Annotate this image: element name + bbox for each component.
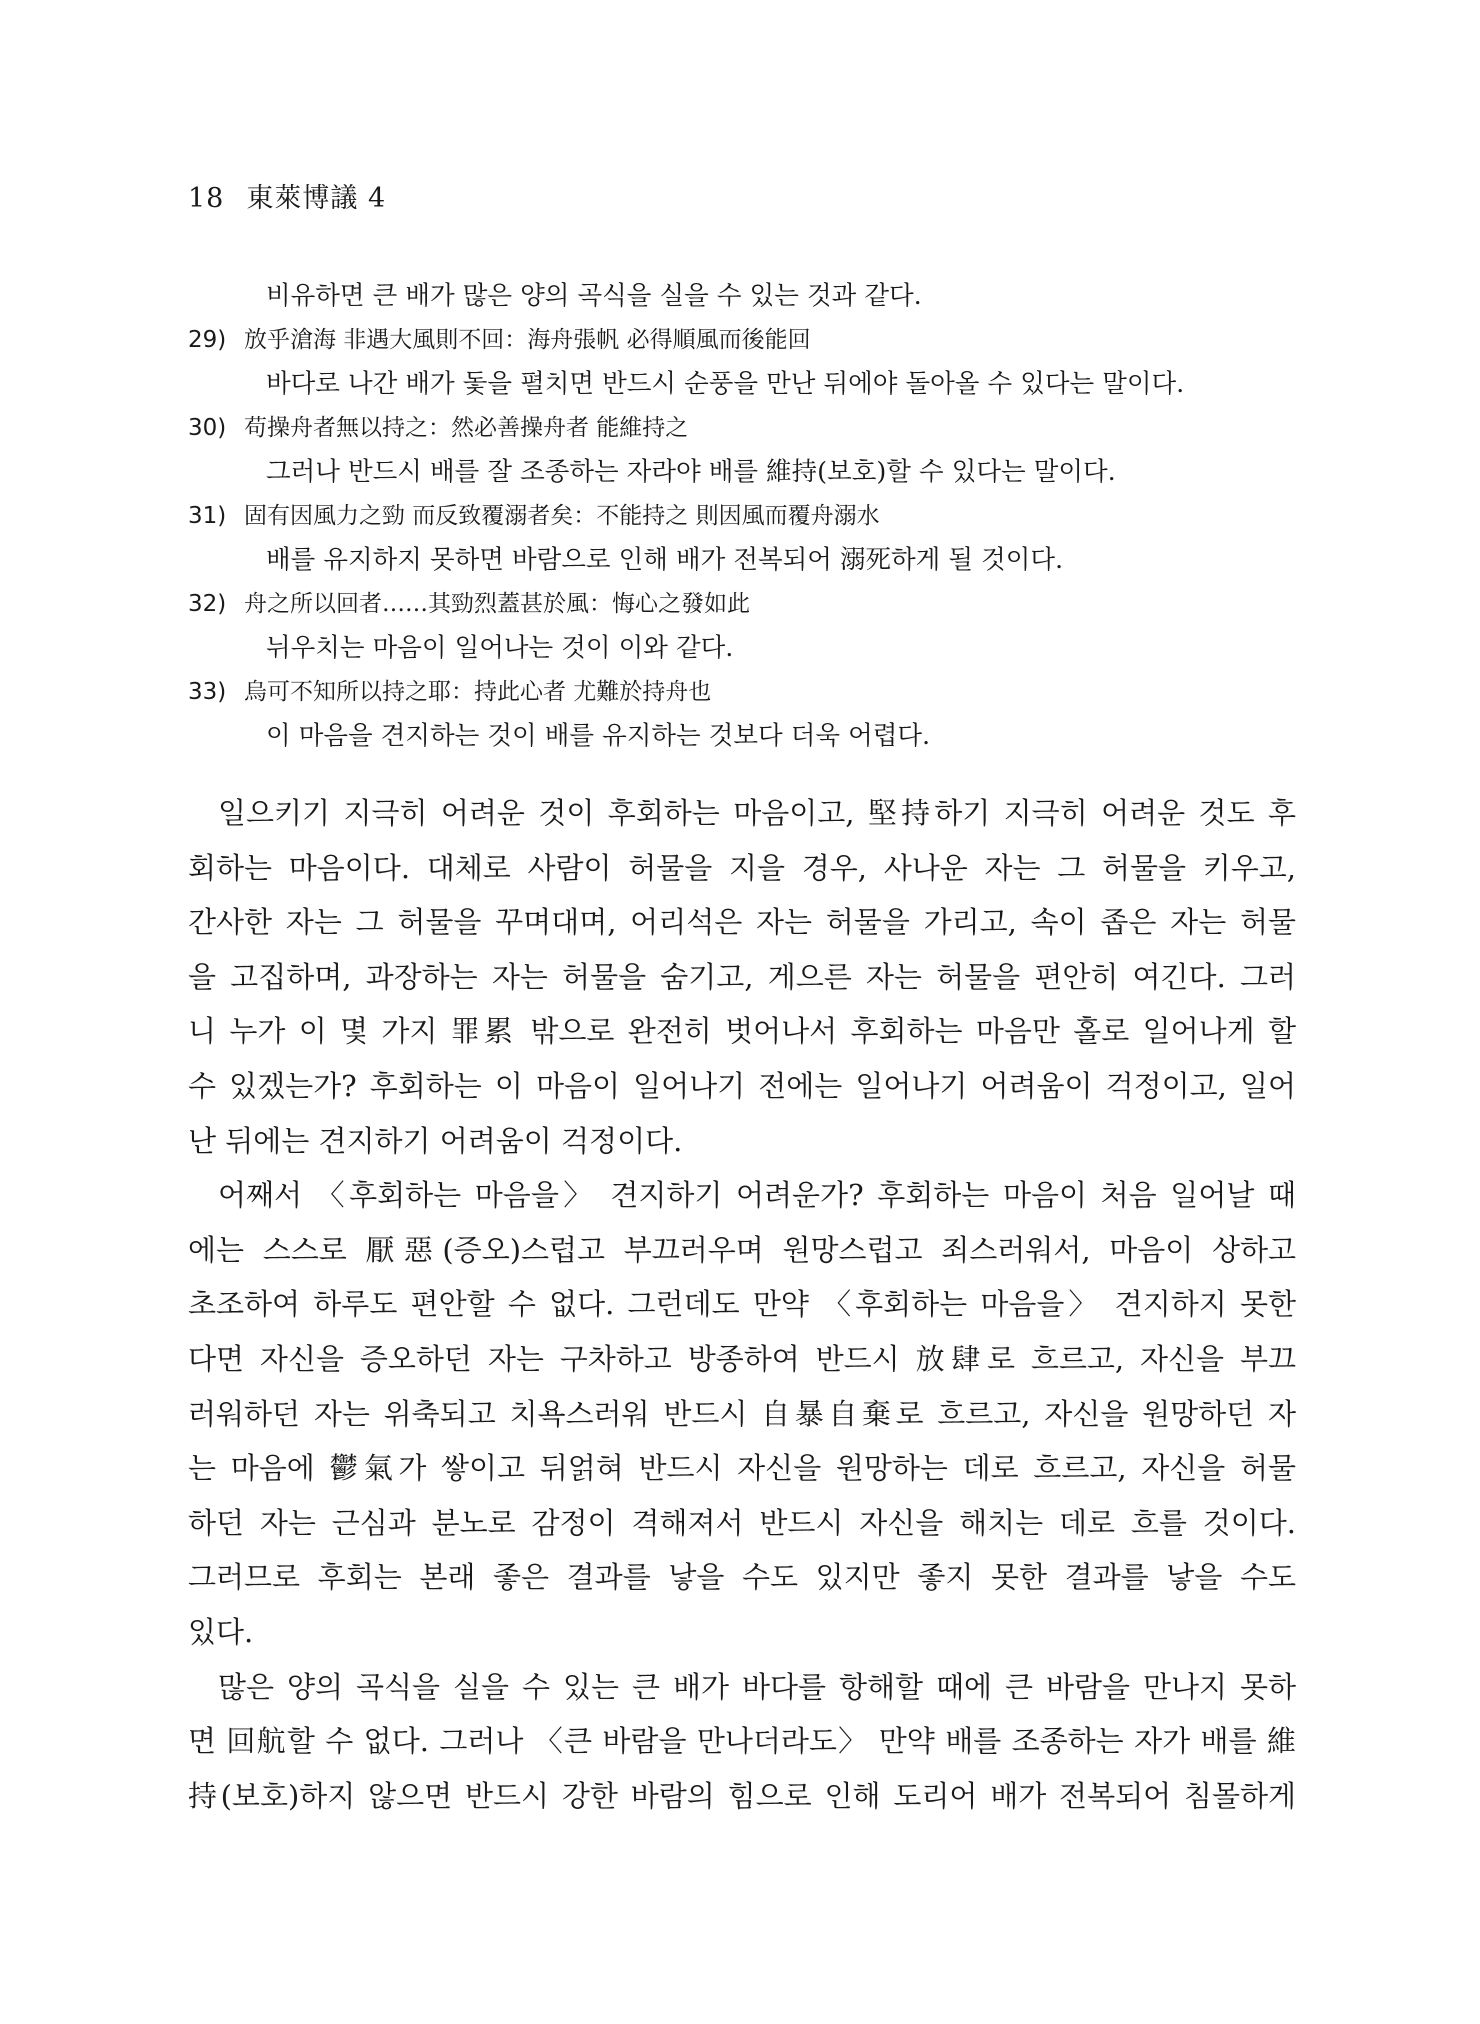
footnote-heading <box>188 670 1308 714</box>
footnote-quote: 固有因風力之勁 而反致覆溺者矣：不能持之 則因風而覆舟溺水 <box>244 503 880 529</box>
footnote-translation: 그러나 반드시 배를 잘 조종하는 자라야 배를 維持(보호)할 수 있다는 말이다. <box>266 457 1116 487</box>
footnote-number: 30) <box>188 415 227 441</box>
book-title: 東萊博議 4 <box>246 183 387 214</box>
text-line: 니 누가 이 몇 가지 罪累 밖으로 완전히 벗어나서 후회하는 마음만 홀로 일어나게 할 <box>188 1014 1296 1049</box>
text-line: 는 마음에 鬱氣가 쌓이고 뒤얽혀 반드시 자신을 원망하는 데로 흐르고, 자신을 허물 <box>188 1451 1296 1486</box>
footnote-number: 31) <box>188 503 227 529</box>
footnote-quote: 苟操舟者無以持之：然必善操舟者 能維持之 <box>244 415 689 441</box>
text-line: 면 回航할 수 없다. 그러나 〈큰 바람을 만나더라도〉 만약 배를 조종하는 자가 배를 維 <box>188 1724 1296 1759</box>
footnotes-section <box>188 274 1308 758</box>
footnote-translation: 배를 유지하지 못하면 바람으로 인해 배가 전복되어 溺死하게 될 것이다. <box>266 545 1064 575</box>
footnote-translation: 비유하면 큰 배가 많은 양의 곡식을 실을 수 있는 것과 같다. <box>266 281 922 311</box>
footnote-quote: 放乎滄海 非遇大風則不回：海舟張帆 必得順風而後能回 <box>244 327 811 353</box>
footnote-heading <box>188 318 1308 362</box>
text-line: 그러므로 후회는 본래 좋은 결과를 낳을 수도 있지만 좋지 못한 결과를 낳을 수도 <box>188 1560 1296 1595</box>
text-line: 다면 자신을 증오하던 자는 구차하고 방종하여 반드시 放肆로 흐르고, 자신을 부끄 <box>188 1341 1296 1376</box>
text-line: 을 고집하며, 과장하는 자는 허물을 숨기고, 게으른 자는 허물을 편안히 여긴다. 그러 <box>188 959 1296 994</box>
main-text <box>188 786 1296 1823</box>
footnote-heading <box>188 582 1308 626</box>
text-line: 러워하던 자는 위축되고 치욕스러워 반드시 自暴自棄로 흐르고, 자신을 원망하던 자 <box>188 1396 1296 1431</box>
footnote-number: 29) <box>188 327 227 353</box>
running-header <box>188 176 386 215</box>
text-line: 많은 양의 곡식을 실을 수 있는 큰 배가 바다를 항해할 때에 큰 바람을 만나지 못하 <box>218 1669 1296 1704</box>
text-line: 난 뒤에는 견지하기 어려움이 걱정이다. <box>188 1123 683 1158</box>
text-line: 에는 스스로 厭惡(증오)스럽고 부끄러우며 원망스럽고 죄스러워서, 마음이 상하고 <box>188 1232 1296 1267</box>
text-line: 있다. <box>188 1614 254 1649</box>
text-line: 持(보호)하지 않으면 반드시 강한 바람의 힘으로 인해 도리어 배가 전복되어 침몰하게 <box>188 1778 1296 1813</box>
footnote-translation: 바다로 나간 배가 돛을 펼치면 반드시 순풍을 만난 뒤에야 돌아올 수 있다는 말이다. <box>266 369 1185 399</box>
text-line: 일으키기 지극히 어려운 것이 후회하는 마음이고, 堅持하기 지극히 어려운 것도 후 <box>218 796 1296 830</box>
text-line: 초조하여 하루도 편안할 수 없다. 그런데도 만약 〈후회하는 마음을〉 견지하지 못한 <box>188 1287 1296 1322</box>
text-line: 회하는 마음이다. 대체로 사람이 허물을 지을 경우, 사나운 자는 그 허물을 키우고, <box>188 850 1296 885</box>
footnote-translation: 뉘우치는 마음이 일어나는 것이 이와 같다. <box>266 633 734 663</box>
footnote-heading <box>188 494 1308 538</box>
footnote-translation: 이 마음을 견지하는 것이 배를 유지하는 것보다 더욱 어렵다. <box>266 721 931 751</box>
footnote-quote: 烏可不知所以持之耶：持此心者 尤難於持舟也 <box>244 679 712 705</box>
page-number: 18 <box>188 183 225 214</box>
text-line: 간사한 자는 그 허물을 꾸며대며, 어리석은 자는 허물을 가리고, 속이 좁은 자는 허물 <box>188 905 1296 940</box>
text-line: 하던 자는 근심과 분노로 감정이 격해져서 반드시 자신을 해치는 데로 흐를 것이다. <box>188 1505 1296 1540</box>
text-line: 어째서 〈후회하는 마음을〉 견지하기 어려운가? 후회하는 마음이 처음 일어날 때 <box>218 1178 1296 1213</box>
footnote-quote: 舟之所以回者……其勁烈蓋甚於風：悔心之發如此 <box>244 591 750 617</box>
text-line: 수 있겠는가? 후회하는 이 마음이 일어나기 전에는 일어나기 어려움이 걱정이고, 일어 <box>188 1068 1296 1103</box>
footnote-number: 33) <box>188 679 227 705</box>
footnote-heading <box>188 406 1308 450</box>
footnote-number: 32) <box>188 591 227 617</box>
